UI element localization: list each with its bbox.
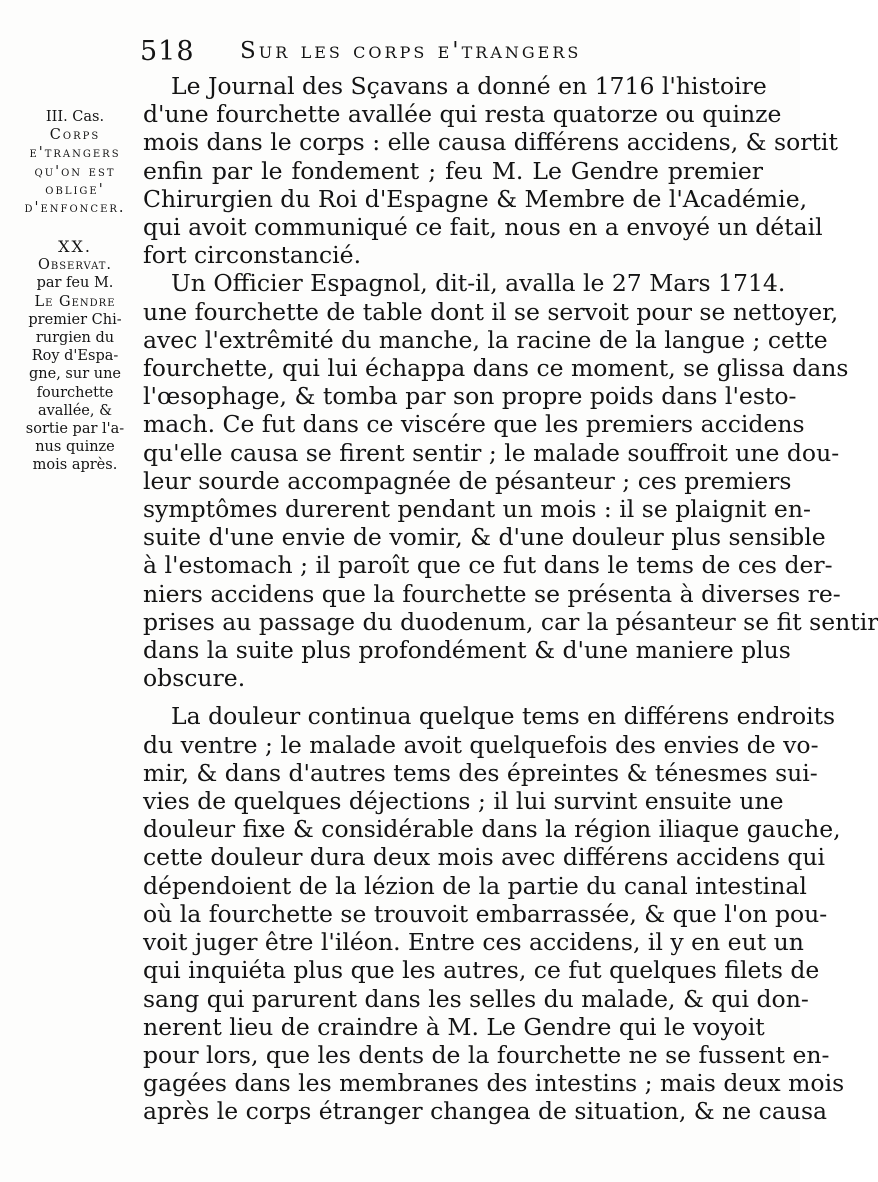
margin-note-line: sortie par l'a- xyxy=(25,421,125,438)
text-line: avec l'extrêmité du manche, la racine de la langue ; cette xyxy=(143,325,828,354)
text-line: enfin par le fondement ; feu M. Le Gendre premier xyxy=(143,156,763,185)
text-line: Le Journal des Sçavans a donné en 1716 l'histoire xyxy=(171,72,767,100)
text-line: qui inquiéta plus que les autres, ce fut quelques filets de xyxy=(143,956,820,985)
margin-note-line: mois après. xyxy=(32,457,118,474)
text-line: mir, & dans d'autres tems des épreintes & ténesmes sui- xyxy=(143,758,818,787)
text-line: Chirurgien du Roi d'Espagne & Membre de l'Académie, xyxy=(143,184,808,213)
text-line: l'œsophage, & tomba par son propre poids dans l'esto- xyxy=(143,382,797,411)
text-line: prises au passage du duodenum, car la pésanteur se fit sentir xyxy=(143,607,878,636)
margin-note-case-iii xyxy=(18,108,132,217)
text-line: qu'elle causa se firent sentir ; le malade souffroit une dou- xyxy=(143,438,840,467)
page-number: 518 xyxy=(140,36,195,67)
page-header xyxy=(140,36,660,72)
margin-note-line: nus quinze xyxy=(35,439,115,456)
running-head: Sur les corps e'trangers xyxy=(240,38,582,64)
text-line: gagées dans les membranes des intestins ; mais deux mois xyxy=(143,1069,845,1098)
text-line: vies de quelques déjections ; il lui survint ensuite une xyxy=(143,787,784,816)
margin-note-line: Le Gendre xyxy=(34,293,116,310)
text-line: cette douleur dura deux mois avec différens accidens qui xyxy=(143,843,826,872)
margin-note-line: rurgien du xyxy=(35,330,115,347)
margin-note-line: qu'on est xyxy=(34,163,116,180)
text-line: qui avoit communiqué ce fait, nous en a envoyé un détail xyxy=(143,213,823,242)
margin-note-line: Observat. xyxy=(37,257,113,274)
margin-note-line: d'enfoncer. xyxy=(24,200,126,217)
text-line: une fourchette de table dont il se servoit pour se nettoyer, xyxy=(143,297,839,326)
text-line: fort circonstancié. xyxy=(143,241,362,270)
text-line: d'une fourchette avallée qui resta quatorze ou quinze xyxy=(143,100,782,129)
margin-note-line: Corps xyxy=(49,127,101,144)
margin-note-observation-xx xyxy=(18,238,132,475)
paragraph-gap xyxy=(143,692,763,702)
text-line: obscure. xyxy=(143,664,246,693)
margin-note-line: Roy d'Espa- xyxy=(31,348,119,365)
text-line: où la fourchette se trouvoit embarrassée, & que l'on pou- xyxy=(143,899,828,928)
margin-note-line: oblige' xyxy=(45,181,105,198)
text-line: symptômes durerent pendant un mois : il se plaignit en- xyxy=(143,495,811,524)
margin-note-line: par feu M. xyxy=(36,275,114,292)
text-line: mois dans le corps : elle causa différens accidens, & sortit xyxy=(143,128,838,157)
text-line: sang qui parurent dans les selles du malade, & qui don- xyxy=(143,984,809,1013)
text-line: suite d'une envie de vomir, & d'une douleur plus sensible xyxy=(143,523,826,552)
text-line: La douleur continua quelque tems en différens endroits xyxy=(171,702,836,731)
text-line: mach. Ce fut dans ce viscére que les premiers accidens xyxy=(143,410,805,439)
margin-note-line: premier Chi- xyxy=(28,311,122,328)
margin-note-line: fourchette xyxy=(36,384,114,401)
text-line: dans la suite plus profondément & d'une maniere plus xyxy=(143,636,791,665)
text-line: niers accidens que la fourchette se présenta à diverses re- xyxy=(143,579,841,608)
text-line: Un Officier Espagnol, dit-il, avalla le 27 Mars 1714. xyxy=(171,269,786,298)
text-line: dépendoient de la lézion de la partie du canal intestinal xyxy=(143,871,807,900)
margin-note-line: e'trangers xyxy=(29,145,121,162)
margin-note-line: avallée, & xyxy=(37,402,113,419)
text-line: après le corps étranger changea de situation, & ne causa xyxy=(143,1097,828,1126)
text-line: fourchette, qui lui échappa dans ce moment, se glissa dans xyxy=(143,354,849,383)
main-text xyxy=(143,72,878,1126)
text-line: pour lors, que les dents de la fourchette ne se fussent en- xyxy=(143,1040,830,1069)
text-line: voit juger être l'iléon. Entre ces accidens, il y en eut un xyxy=(143,928,804,957)
margin-note-line: gne, sur une xyxy=(29,366,121,383)
text-line: douleur fixe & considérable dans la région iliaque gauche, xyxy=(143,815,841,844)
text-line: nerent lieu de craindre à M. Le Gendre qui le voyoit xyxy=(143,1012,765,1041)
text-line: à l'estomach ; il paroît que ce fut dans le tems de ces der- xyxy=(143,551,833,580)
margin-note-line: XX. xyxy=(58,237,92,256)
text-line: du ventre ; le malade avoit quelquefois des envies de vo- xyxy=(143,730,819,759)
text-line: leur sourde accompagnée de pésanteur ; ces premiers xyxy=(143,466,792,495)
margin-note-line: III. Cas. xyxy=(45,109,105,125)
